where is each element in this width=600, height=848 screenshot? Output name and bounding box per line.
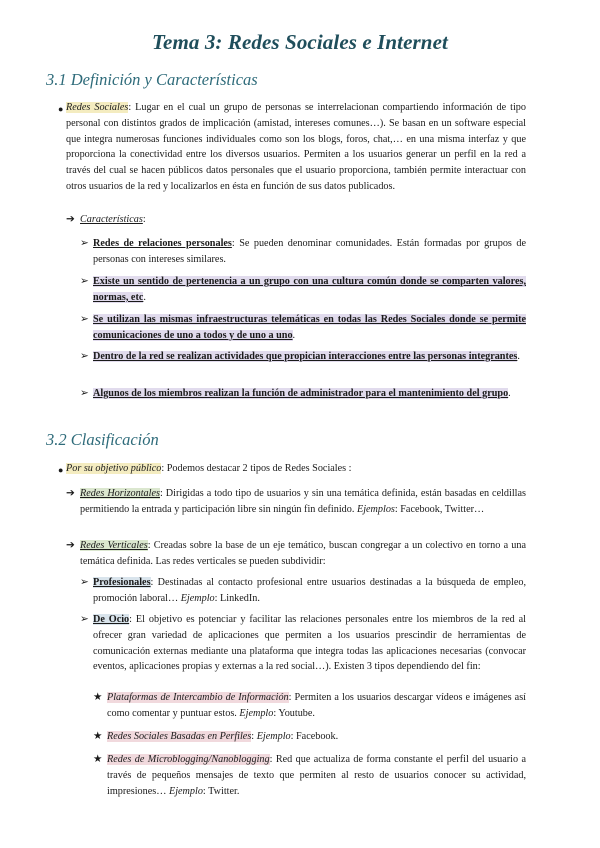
term-objetivo-publico: Por su objetivo público xyxy=(66,463,162,474)
bullet-dot-icon: ● xyxy=(58,104,64,114)
profesionales-example-label: Ejemplo xyxy=(180,592,215,604)
horizontal-networks-paragraph xyxy=(80,486,526,518)
star-icon: ★ xyxy=(93,692,103,703)
arrow-icon: ➔ xyxy=(66,540,75,551)
ocio-paragraph xyxy=(93,612,526,675)
characteristics-colon: : xyxy=(142,214,146,225)
page-title: Tema 3: Redes Sociales e Internet xyxy=(152,30,448,54)
characteristics-label: Características xyxy=(80,214,143,225)
characteristics-label-line xyxy=(80,212,520,228)
term-redes-horizontales: Redes Horizontales xyxy=(80,488,160,499)
characteristic-4-rest: . xyxy=(517,351,520,362)
ocio-type-2-text: : xyxy=(251,731,257,742)
section-heading-definicion: 3.1 Definición y Características xyxy=(46,70,258,89)
term-plataformas-intercambio: Plataformas de Intercambio de Información xyxy=(107,692,289,703)
ocio-type-3-example-label: Ejemplo xyxy=(168,785,203,797)
chevron-icon: ➢ xyxy=(80,577,89,588)
horizontal-text: : Dirigidas a todo tipo de usuarios y sin una temática definida, están basadas en celdillas permitiendo la entrada y participación libre sin ningún fin definido. xyxy=(80,488,527,515)
characteristic-3-bold: Se utilizan las mismas infraestructuras telemáticas en todas las Redes Sociales donde se permite comunicaciones de uno a todos y de uno a uno xyxy=(93,314,526,341)
objective-line xyxy=(66,461,526,477)
section-heading-clasificacion: 3.2 Clasificación xyxy=(46,430,159,449)
profesionales-example-text: : LinkedIn. xyxy=(214,592,260,604)
term-de-ocio: De Ocio xyxy=(93,614,130,625)
characteristic-item-2 xyxy=(93,274,526,306)
chevron-icon: ➢ xyxy=(80,388,89,399)
term-microblogging: Redes de Microblogging/Nanoblogging xyxy=(107,754,270,765)
term-redes-verticales: Redes Verticales xyxy=(80,540,148,551)
ocio-type-3-example-text: : Twitter. xyxy=(202,785,240,797)
star-icon: ★ xyxy=(93,754,103,765)
ocio-type-3-text: : Red que actualiza de forma constante el perfil del usuario a través de pequeños mensajes de texto que permiten al resto de usuarios conocer su actividad, impresiones… xyxy=(107,754,526,797)
ocio-type-1-example-label: Ejemplo xyxy=(239,707,274,719)
profesionales-paragraph xyxy=(93,575,526,607)
chevron-icon: ➢ xyxy=(80,614,89,625)
ocio-type-1-text: : Permiten a los usuarios descargar vídeos e imágenes así como comentar y puntuar estos. xyxy=(107,692,526,719)
term-profesionales: Profesionales xyxy=(93,577,151,588)
bullet-dot-icon: ● xyxy=(58,465,64,475)
arrow-icon: ➔ xyxy=(66,488,75,499)
characteristic-item-1 xyxy=(93,236,526,268)
characteristic-item-3 xyxy=(93,312,526,344)
objective-text: : Podemos destacar 2 tipos de Redes Sociales : xyxy=(161,463,352,474)
definition-text: : Lugar en el cual un grupo de personas se interrelacionan compartiendo información de tipo personal con distintos grados de implicación (amistad, intereses comunes…). Se basan en un software especial que integra numerosas funciones individuales como son los blogs, foros, chat,… en una misma interfaz y que proporciona la conectividad entre los diversos usuarios. Permiten a los usuarios generar un perfil en la red a través del cual se hacen públicos datos personales que el usuario proporciona, también permite interactuar con otros usuarios de la red y localizarlos en ésta en función de sus datos publicados. xyxy=(66,102,526,192)
ocio-type-2 xyxy=(107,729,526,745)
vertical-text: : Creadas sobre la base de un eje temático, buscan congregar a un colectivo en torno a una temática definida. Las redes verticales se pueden subdividir: xyxy=(80,540,526,567)
characteristic-1-bold: Redes de relaciones personales xyxy=(93,238,232,249)
characteristic-item-4 xyxy=(93,349,526,365)
star-icon: ★ xyxy=(93,731,103,742)
horizontal-example-text: : Facebook, Twitter… xyxy=(394,503,485,515)
arrow-icon: ➔ xyxy=(66,214,75,225)
ocio-type-3 xyxy=(107,752,526,799)
term-redes-basadas-perfiles: Redes Sociales Basadas en Perfiles xyxy=(107,731,252,742)
vertical-networks-paragraph xyxy=(80,538,526,570)
characteristic-1-rest: : Se pueden denominar comunidades. Están formadas por grupos de personas con intereses similares. xyxy=(93,238,526,265)
horizontal-example-label: Ejemplos xyxy=(356,503,395,515)
ocio-type-1-example-text: : Youtube. xyxy=(273,707,315,719)
ocio-text: : El objetivo es potenciar y facilitar las relaciones personales entre los miembros de la red al ofrecer gran variedad de aplicaciones que permiten a los usuarios prescindir de herramientas de comunicación externas mediante una plataforma que integra todas las aplicaciones necesarias (convocar eventos, aplicaciones propias y externas a la red social…). Existen 3 tipos dependiendo del fin: xyxy=(93,614,526,673)
chevron-icon: ➢ xyxy=(80,351,89,362)
characteristic-3-rest: . xyxy=(292,329,296,341)
chevron-icon: ➢ xyxy=(80,314,89,325)
chevron-icon: ➢ xyxy=(80,276,89,287)
ocio-type-2-example-text: : Facebook. xyxy=(290,731,339,742)
characteristic-4-bold: Dentro de la red se realizan actividades que propician interacciones entre las personas integrantes xyxy=(93,351,518,362)
characteristic-5-bold: Algunos de los miembros realizan la función de administrador para el mantenimiento del grupo xyxy=(93,388,509,399)
definition-paragraph xyxy=(66,100,526,195)
ocio-type-2-example-label: Ejemplo xyxy=(256,731,291,742)
characteristic-2-bold: Existe un sentido de pertenencia a un grupo con una cultura común donde se comparten valores, normas, etc xyxy=(93,276,526,303)
ocio-type-1 xyxy=(107,690,526,722)
profesionales-text: : Destinadas al contacto profesional entre usuarios destinadas a la búsqueda de empleo, promoción laboral… xyxy=(93,577,526,604)
characteristic-5-rest: . xyxy=(508,388,511,399)
term-redes-sociales: Redes Sociales xyxy=(66,102,129,113)
chevron-icon: ➢ xyxy=(80,238,89,249)
characteristic-item-5 xyxy=(93,386,526,402)
characteristic-2-rest: . xyxy=(143,291,146,303)
